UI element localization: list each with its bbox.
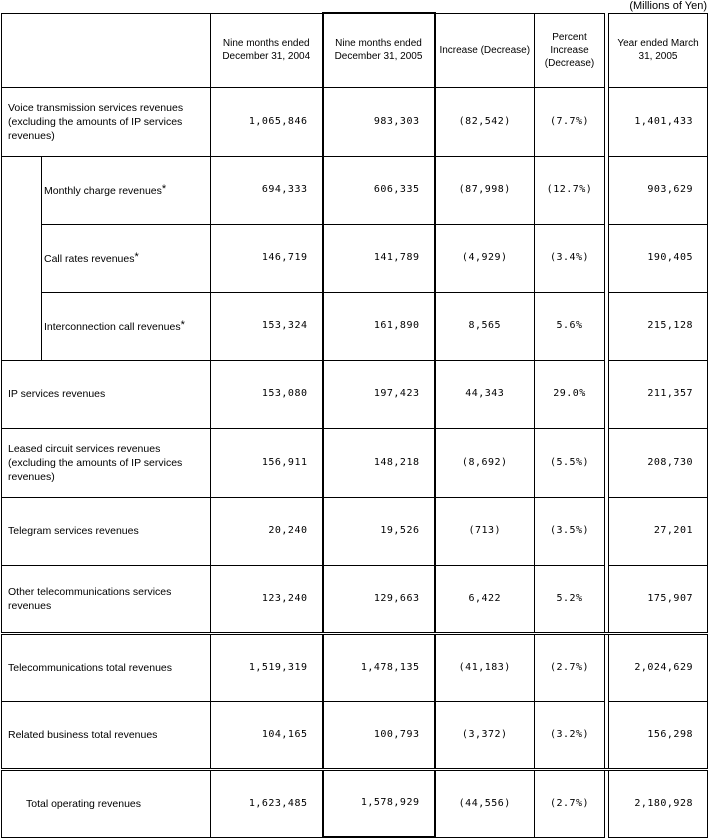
value-2004: 153,324 — [211, 292, 323, 360]
value-fy2005: 211,357 — [609, 360, 708, 428]
value-increase: (44,556) — [435, 769, 535, 837]
value-2004: 20,240 — [211, 497, 323, 565]
row-label: Voice transmission services revenues (excluding the amounts of IP services revenues) — [2, 87, 211, 156]
row-label: Total operating revenues — [2, 769, 211, 837]
value-fy2005: 27,201 — [609, 497, 708, 565]
header-nine-months-2005: Nine months ended December 31, 2005 — [323, 13, 435, 87]
indent-spacer — [2, 224, 42, 292]
value-2004: 104,165 — [211, 701, 323, 769]
asterisk-mark: * — [180, 319, 185, 331]
value-percent: (3.4%) — [535, 224, 605, 292]
value-2004: 156,911 — [211, 428, 323, 497]
table-row — [2, 156, 708, 224]
value-2005: 197,423 — [323, 360, 435, 428]
row-label: IP services revenues — [2, 360, 211, 428]
header-nine-months-2004: Nine months ended December 31, 2004 — [211, 13, 323, 87]
value-2004: 694,333 — [211, 156, 323, 224]
table-row — [2, 633, 708, 701]
row-label: Other telecommunications services revenues — [2, 565, 211, 633]
table-row — [2, 565, 708, 633]
table-row — [2, 360, 708, 428]
value-2005: 141,789 — [323, 224, 435, 292]
value-fy2005: 2,180,928 — [609, 769, 708, 837]
value-fy2005: 903,629 — [609, 156, 708, 224]
value-increase: (87,998) — [435, 156, 535, 224]
row-label: Telecommunications total revenues — [2, 633, 211, 701]
value-2004: 146,719 — [211, 224, 323, 292]
indent-spacer — [2, 292, 42, 360]
value-2005: 983,303 — [323, 87, 435, 156]
value-percent: (3.2%) — [535, 701, 605, 769]
value-2005: 1,478,135 — [323, 633, 435, 701]
value-fy2005: 208,730 — [609, 428, 708, 497]
value-percent: (5.5%) — [535, 428, 605, 497]
table-row — [2, 87, 708, 156]
header-row — [2, 13, 708, 87]
value-fy2005: 190,405 — [609, 224, 708, 292]
asterisk-mark: * — [134, 251, 139, 263]
value-fy2005: 156,298 — [609, 701, 708, 769]
header-percent-increase: Percent Increase (Decrease) — [535, 13, 605, 87]
row-label: Monthly charge revenues* — [42, 156, 211, 224]
header-increase: Increase (Decrease) — [435, 13, 535, 87]
value-fy2005: 2,024,629 — [609, 633, 708, 701]
row-label: Interconnection call revenues* — [42, 292, 211, 360]
value-2005: 606,335 — [323, 156, 435, 224]
value-2005: 1,578,929 — [323, 769, 435, 837]
value-2005: 148,218 — [323, 428, 435, 497]
indent-spacer — [2, 156, 42, 224]
table-row — [2, 292, 708, 360]
revenue-table — [1, 12, 708, 838]
table-row-total — [2, 769, 708, 837]
header-blank-cell — [2, 13, 211, 87]
value-increase: (8,692) — [435, 428, 535, 497]
table-row — [2, 497, 708, 565]
value-increase: 6,422 — [435, 565, 535, 633]
value-2005: 161,890 — [323, 292, 435, 360]
value-percent: 5.6% — [535, 292, 605, 360]
row-label: Telegram services revenues — [2, 497, 211, 565]
asterisk-mark: * — [161, 183, 167, 195]
row-label: Call rates revenues* — [42, 224, 211, 292]
header-year-ended-2005: Year ended March 31, 2005 — [609, 13, 708, 87]
value-increase: (4,929) — [435, 224, 535, 292]
value-percent: (12.7%) — [535, 156, 605, 224]
table-row — [2, 701, 708, 769]
value-percent: (2.7%) — [535, 633, 605, 701]
value-2004: 1,519,319 — [211, 633, 323, 701]
table-row — [2, 428, 708, 497]
value-increase: (82,542) — [435, 87, 535, 156]
value-increase: 8,565 — [435, 292, 535, 360]
value-percent: (7.7%) — [535, 87, 605, 156]
value-fy2005: 215,128 — [609, 292, 708, 360]
value-2005: 100,793 — [323, 701, 435, 769]
value-2004: 1,065,846 — [211, 87, 323, 156]
table-row — [2, 224, 708, 292]
value-2005: 19,526 — [323, 497, 435, 565]
value-fy2005: 1,401,433 — [609, 87, 708, 156]
value-2004: 123,240 — [211, 565, 323, 633]
value-percent: (2.7%) — [535, 769, 605, 837]
value-2004: 153,080 — [211, 360, 323, 428]
value-increase: (3,372) — [435, 701, 535, 769]
row-label: Leased circuit services revenues (excluding the amounts of IP services revenues) — [2, 428, 211, 497]
value-percent: 29.0% — [535, 360, 605, 428]
row-label: Related business total revenues — [2, 701, 211, 769]
value-2004: 1,623,485 — [211, 769, 323, 837]
value-2005: 129,663 — [323, 565, 435, 633]
value-percent: (3.5%) — [535, 497, 605, 565]
value-percent: 5.2% — [535, 565, 605, 633]
value-increase: (41,183) — [435, 633, 535, 701]
value-increase: 44,343 — [435, 360, 535, 428]
value-increase: (713) — [435, 497, 535, 565]
value-fy2005: 175,907 — [609, 565, 708, 633]
unit-label: (Millions of Yen) — [629, 0, 707, 12]
